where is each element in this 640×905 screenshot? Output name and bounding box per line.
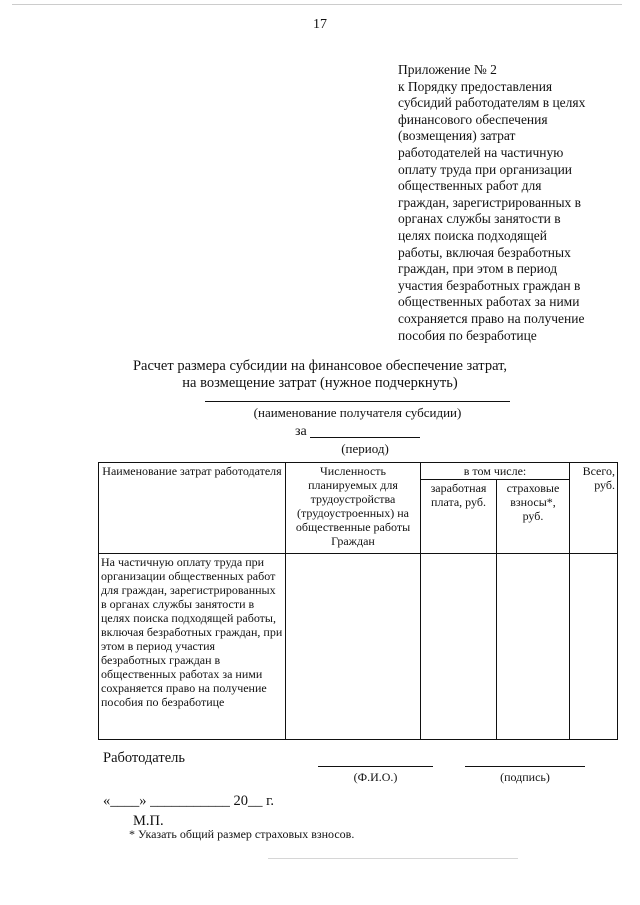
header-insurance: страховые взносы*, руб. xyxy=(497,480,570,554)
date-line[interactable]: «____» ___________ 20__ г. xyxy=(103,793,275,809)
recipient-name-line[interactable] xyxy=(205,401,510,402)
page-number: 17 xyxy=(313,17,327,32)
scan-artifact-top xyxy=(12,4,622,5)
header-headcount: Численность планируемых для трудоустройства (трудоустроенных) на общественные работы Граждан xyxy=(286,463,421,554)
appendix-line: граждан, при этом в период xyxy=(398,261,558,277)
appendix-line: участия безработных граждан в xyxy=(398,277,581,293)
header-salary: заработная плата, руб. xyxy=(421,480,497,554)
document-title xyxy=(0,358,640,392)
appendix-line: работы, включая безработных xyxy=(398,244,571,260)
appendix-line: органах службы занятости в xyxy=(398,211,561,227)
signature-caption: (подпись) xyxy=(500,770,550,784)
scan-artifact-bottom xyxy=(268,858,518,859)
appendix-line: (возмещения) затрат xyxy=(398,128,516,144)
cell-insurance[interactable] xyxy=(497,554,570,740)
stamp-label: М.П. xyxy=(133,813,164,829)
title-line-1: Расчет размера субсидии на финансовое обеспечение затрат, xyxy=(132,358,507,374)
row-description: На частичную оплату труда при организации общественных работ для граждан, зарегистрированных в органах службы занятости в целях поиска подходящей работы, включая безработных граждан, при этом в период участия безработных граждан в общественных работах за ними сохраняется право на получение пособия по безработице xyxy=(99,554,286,740)
appendix-line: пособия по безработице xyxy=(398,327,537,343)
appendix-line: общественных работах за ними xyxy=(398,294,580,310)
header-including: в том числе: xyxy=(421,463,570,480)
appendix-line: финансового обеспечения xyxy=(398,111,548,127)
subsidy-table xyxy=(98,462,618,740)
table-row xyxy=(99,554,618,740)
title-line-2: на возмещение затрат (нужное подчеркнуть) xyxy=(182,375,458,391)
footnote: * Указать общий размер страховых взносов. xyxy=(129,827,355,841)
employer-label: Работодатель xyxy=(103,750,185,766)
period-label: за xyxy=(295,424,307,439)
header-total: Всего, руб. xyxy=(570,463,618,554)
appendix-line: работодателей на частичную xyxy=(398,144,564,160)
appendix-line: оплату труда при организации xyxy=(398,161,573,177)
appendix-line: общественных работ для xyxy=(398,178,542,194)
appendix-block xyxy=(398,62,628,344)
appendix-line: Приложение № 2 xyxy=(398,62,497,77)
period-caption: (период) xyxy=(341,441,389,456)
appendix-line: граждан, зарегистрированных в xyxy=(398,194,582,210)
cell-headcount[interactable] xyxy=(286,554,421,740)
table-header-row xyxy=(99,463,618,480)
header-cost-name: Наименование затрат работодателя xyxy=(99,463,286,554)
appendix-line: к Порядку предоставления xyxy=(398,78,553,94)
cell-salary[interactable] xyxy=(421,554,497,740)
fio-caption: (Ф.И.О.) xyxy=(353,770,398,784)
signature-line[interactable] xyxy=(465,766,585,767)
appendix-line: целях поиска подходящей xyxy=(398,227,547,243)
period-line[interactable] xyxy=(310,437,420,438)
cell-total[interactable] xyxy=(570,554,618,740)
fio-line[interactable] xyxy=(318,766,433,767)
appendix-line: субсидий работодателям в целях xyxy=(398,95,586,111)
recipient-caption: (наименование получателя субсидии) xyxy=(253,405,462,420)
appendix-line: сохраняется право на получение xyxy=(398,310,585,326)
